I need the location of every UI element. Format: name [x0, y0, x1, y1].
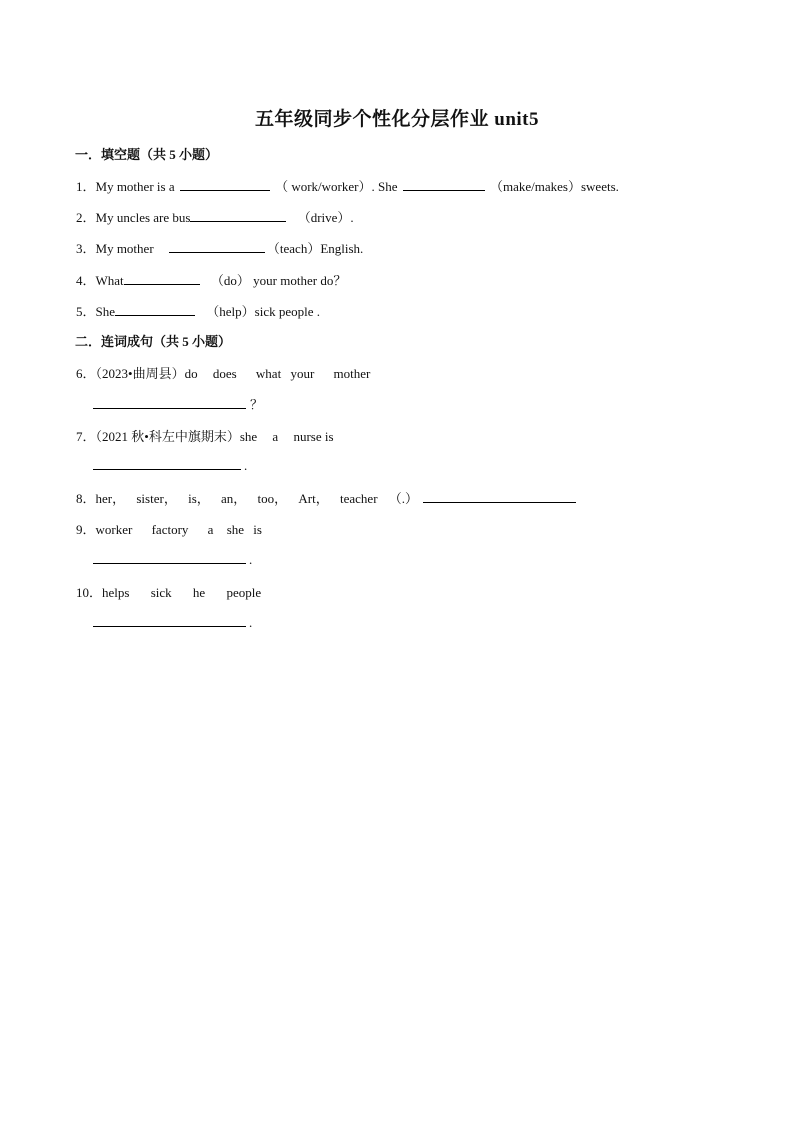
question-text: She [95, 304, 116, 319]
answer-blank[interactable] [423, 490, 576, 503]
word: factory [151, 522, 189, 537]
word: he [192, 585, 206, 600]
answer-blank[interactable] [93, 614, 246, 627]
question-10 [76, 582, 261, 601]
question-number: 8． [76, 491, 96, 506]
answer-blank[interactable] [93, 396, 246, 409]
word: her， [95, 491, 126, 506]
word: she [226, 522, 245, 537]
answer-line-7 [93, 457, 247, 474]
question-1 [76, 176, 619, 195]
question-9 [76, 519, 262, 538]
question-text: My uncles are bus [95, 210, 191, 225]
question-number: 3． [76, 241, 96, 256]
question-number: 10． [76, 585, 103, 600]
word: she [239, 429, 258, 444]
question-3 [76, 238, 363, 257]
question-5 [76, 301, 320, 320]
word: a [207, 522, 214, 537]
question-text: （help）sick people . [206, 304, 320, 319]
word: people [226, 585, 262, 600]
answer-blank[interactable] [93, 457, 241, 470]
answer-blank[interactable] [169, 240, 265, 253]
word: what [255, 366, 282, 381]
answer-blank[interactable] [190, 209, 286, 222]
section-heading-fill-blanks: 一．填空题（共 5 小题） [75, 147, 219, 162]
question-source: （2023•曲周县） [95, 366, 185, 381]
question-text: （teach）English. [266, 241, 364, 256]
answer-line-9 [93, 551, 252, 568]
word: does [212, 366, 237, 381]
question-text: My mother is a [95, 179, 175, 194]
section-heading-word-order: 二．连词成句（共 5 小题） [75, 334, 232, 349]
answer-blank[interactable] [180, 178, 270, 191]
question-number: 2． [76, 210, 96, 225]
word: sick [150, 585, 172, 600]
word: Art， [298, 491, 329, 506]
question-text: What [95, 273, 124, 288]
answer-line-6 [93, 394, 263, 413]
word: nurse is [293, 429, 334, 444]
question-8 [76, 488, 578, 507]
answer-blank[interactable] [124, 272, 200, 285]
question-2 [76, 207, 354, 226]
answer-blank[interactable] [115, 303, 195, 316]
question-text: （ work/worker）. She [275, 179, 398, 194]
word: helps [102, 585, 130, 600]
word: an， [221, 491, 247, 506]
answer-blank[interactable] [93, 551, 246, 564]
question-number: 4． [76, 273, 96, 288]
question-number: 6． [76, 366, 96, 381]
answer-line-10 [93, 614, 252, 631]
word: too， [257, 491, 288, 506]
word: teacher [340, 491, 378, 506]
word: a [272, 429, 279, 444]
question-7 [76, 426, 334, 445]
question-source: （2021 秋•科左中旗期末） [95, 429, 240, 444]
word: is [253, 522, 262, 537]
question-text: （drive）. [297, 210, 354, 225]
question-6 [76, 363, 370, 382]
sentence-end: ？ [250, 397, 264, 412]
question-text: （make/makes）sweets. [490, 179, 619, 194]
sentence-end: . [244, 458, 248, 473]
question-text: （do） your mother do？ [210, 273, 347, 288]
sentence-end: . [249, 615, 253, 630]
word: do [184, 366, 198, 381]
word: is， [188, 491, 210, 506]
question-number: 7． [76, 429, 96, 444]
word: your [290, 366, 315, 381]
word: worker [95, 522, 133, 537]
question-number: 1． [76, 179, 96, 194]
word: mother [333, 366, 371, 381]
question-text: My mother [95, 241, 154, 256]
word: （.） [388, 491, 419, 506]
page-title: 五年级同步个性化分层作业 unit5 [255, 109, 539, 130]
word: sister， [136, 491, 177, 506]
sentence-end: . [249, 552, 253, 567]
question-number: 5． [76, 304, 96, 319]
answer-blank[interactable] [403, 178, 485, 191]
question-number: 9． [76, 522, 96, 537]
question-4 [76, 270, 346, 289]
